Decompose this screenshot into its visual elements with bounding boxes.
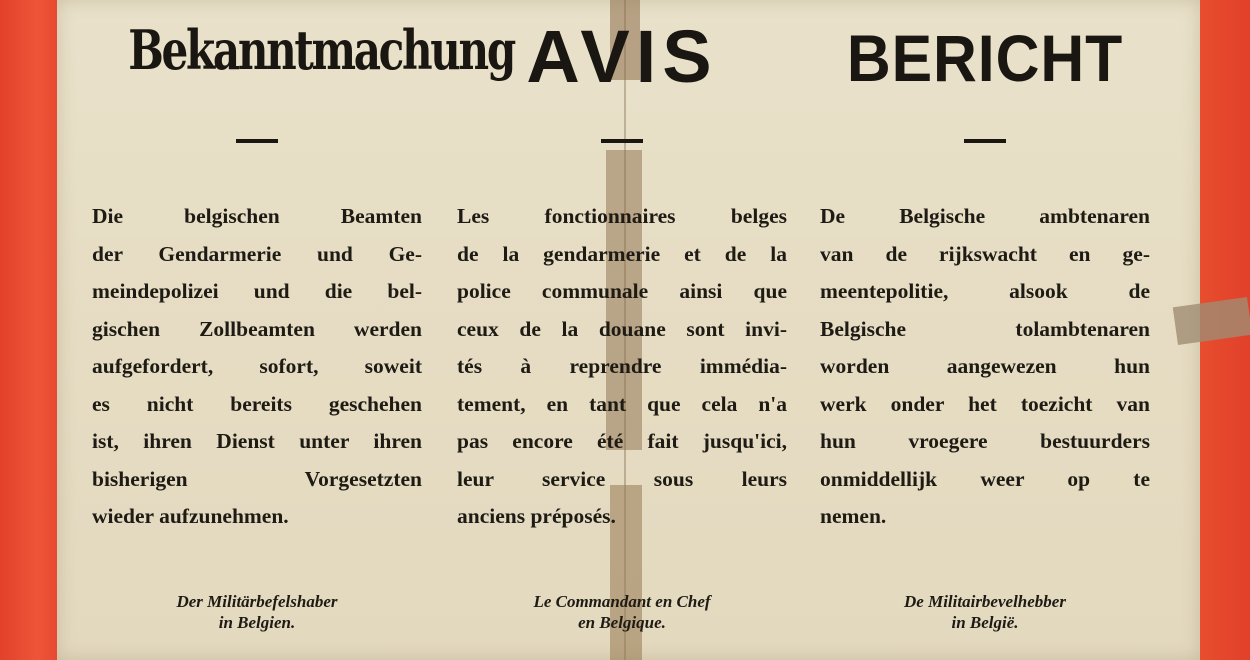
french-line: anciens préposés.	[457, 504, 616, 528]
french-signature	[457, 591, 787, 633]
dutch-line: onmiddellijk weer op te	[820, 466, 1150, 491]
dutch-line: van de rijkswacht en ge-	[820, 241, 1150, 266]
french-line: tés à reprendre immédia-	[457, 354, 787, 378]
dutch-title-dash	[964, 139, 1006, 143]
french-column	[457, 0, 787, 660]
german-signature	[92, 591, 422, 633]
dutch-signature	[820, 591, 1150, 633]
french-line: Les fonctionnaires belges	[457, 204, 787, 228]
german-line: ist, ihren Dienst unter ihren	[92, 429, 422, 453]
french-signature-place: en Belgique.	[578, 613, 666, 632]
french-line: pas encore été fait jusqu'ici,	[457, 429, 787, 453]
german-line: aufgefordert, sofort, soweit	[92, 354, 422, 378]
french-line: de la gendarmerie et de la	[457, 241, 787, 266]
french-line: tement, en tant que cela n'a	[457, 391, 787, 416]
dutch-line: Belgische tolambtenaren	[820, 316, 1150, 341]
german-signature-title: Der Militärbefelshaber	[176, 592, 338, 611]
french-signature-title: Le Commandant en Chef	[533, 592, 711, 611]
german-column	[92, 0, 514, 660]
german-body	[92, 198, 422, 536]
german-line: es nicht bereits geschehen	[92, 391, 422, 416]
german-title-dash	[236, 139, 278, 143]
dutch-signature-title: De Militairbevelhebber	[904, 592, 1066, 611]
dutch-line: nemen.	[820, 504, 887, 528]
german-line: gischen Zollbeamten werden	[92, 316, 422, 341]
french-title: AVIS	[526, 15, 718, 98]
german-title: Bekanntmachung	[128, 18, 514, 82]
dutch-signature-place: in België.	[951, 613, 1019, 632]
dutch-line: werk onder het toezicht van	[820, 391, 1150, 416]
german-line: der Gendarmerie und Ge-	[92, 241, 422, 266]
dutch-line: worden aangewezen hun	[820, 354, 1150, 378]
german-line: bisherigen Vorgesetzten	[92, 466, 422, 491]
dutch-column	[820, 0, 1150, 660]
german-line: meindepolizei und die bel-	[92, 279, 422, 303]
dutch-line: hun vroegere bestuurders	[820, 429, 1150, 453]
french-body	[457, 198, 787, 536]
german-line: Die belgischen Beamten	[92, 204, 422, 228]
dutch-line: meentepolitie, alsook de	[820, 279, 1150, 303]
dutch-title: BERICHT	[846, 21, 1124, 95]
dutch-line: De Belgische ambtenaren	[820, 204, 1150, 228]
german-signature-place: in Belgien.	[218, 613, 296, 632]
dutch-body	[820, 198, 1150, 536]
french-line: leur service sous leurs	[457, 466, 787, 491]
french-line: police communale ainsi que	[457, 279, 787, 303]
french-title-dash	[601, 139, 643, 143]
german-line: wieder aufzunehmen.	[92, 504, 289, 528]
french-line: ceux de la douane sont invi-	[457, 316, 787, 341]
